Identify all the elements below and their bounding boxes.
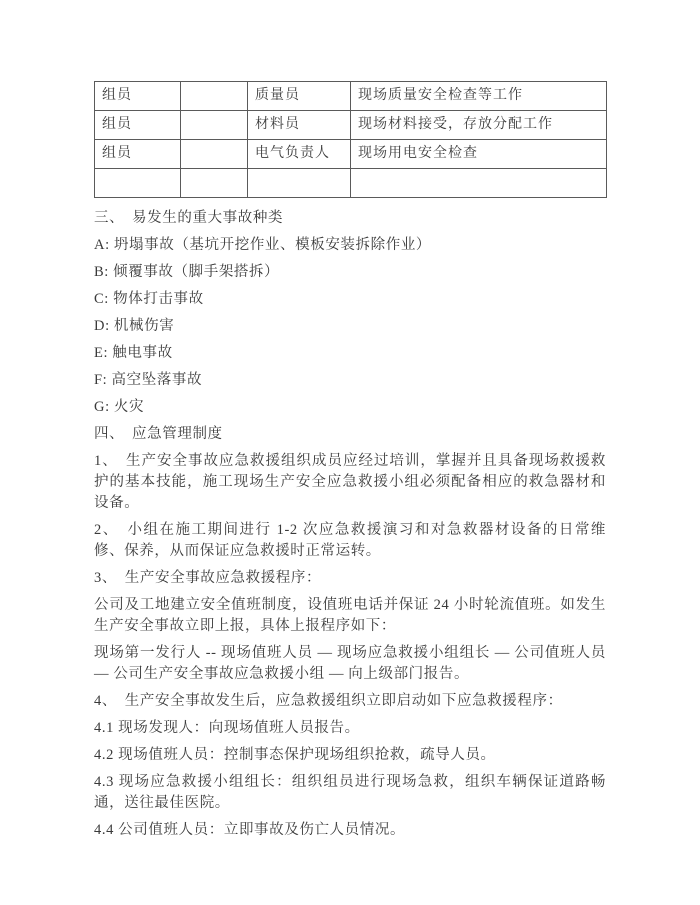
table-cell-duty [351,169,607,198]
paragraph-item-4-1: 4.1 现场发现人：向现场值班人员报告。 [94,720,360,736]
table-row [95,82,607,111]
document-body [94,208,606,841]
table-row [95,111,607,140]
accident-type-d: D: 机械伤害 [94,318,175,334]
section-heading-4: 四、 应急管理制度 [94,426,223,442]
accident-type-b: B: 倾覆事故（脚手架搭拆） [94,264,280,280]
paragraph-duty-system: 公司及工地建立安全值班制度，设值班电话并保证 24 小时轮流值班。如发生生产安全事故立即上报，具体上报程序如下： [94,597,606,634]
table-cell-position [248,169,351,198]
paragraph-item-2: 2、 小组在施工期间进行 1-2 次应急救援演习和对急救器材设备的日常维修、保养，从而保证应急救援时正常运转。 [94,522,606,559]
table-cell-role [95,169,181,198]
table-cell-position: 质量员 [248,82,351,111]
table-row-empty [95,169,607,198]
table-cell-duty: 现场用电安全检查 [351,140,607,169]
paragraph-item-3: 3、 生产安全事故应急救援程序： [94,570,322,586]
paragraph-item-4-3: 4.3 现场应急救援小组组长：组织组员进行现场急救，组织车辆保证道路畅通，送往最佳医院。 [94,774,606,811]
page-content [94,81,606,847]
table-cell-role: 组员 [95,111,181,140]
section-heading-3: 三、 易发生的重大事故种类 [94,210,284,226]
paragraph-item-4-4: 4.4 公司值班人员：立即事故及伤亡人员情况。 [94,822,406,838]
accident-type-f: F: 高空坠落事故 [94,372,203,388]
table-cell-role: 组员 [95,82,181,111]
table-cell-role: 组员 [95,140,181,169]
accident-type-e: E: 触电事故 [94,345,173,361]
paragraph-item-4-2: 4.2 现场值班人员：控制事态保护现场组织抢救，疏导人员。 [94,747,496,763]
table-row [95,140,607,169]
table-cell-duty: 现场材料接受，存放分配工作 [351,111,607,140]
accident-type-a: A: 坍塌事故（基坑开挖作业、模板安装拆除作业） [94,237,432,253]
table-cell-name [181,82,248,111]
accident-type-c: C: 物体打击事故 [94,291,204,307]
paragraph-item-1: 1、 生产安全事故应急救援组织成员应经过培训，掌握并且具备现场救援救护的基本技能，施工现场生产安全应急救援小组必须配备相应的救急器材和设备。 [94,453,606,511]
emergency-team-duty-table [94,81,607,198]
table-cell-duty: 现场质量安全检查等工作 [351,82,607,111]
table-cell-name [181,140,248,169]
table-cell-position: 电气负责人 [248,140,351,169]
table-cell-name [181,169,248,198]
paragraph-report-chain: 现场第一发行人 -- 现场值班人员 — 现场应急救援小组组长 — 公司值班人员 — 公司生产安全事故应急救援小组 — 向上级部门报告。 [94,645,606,682]
table-cell-position: 材料员 [248,111,351,140]
table-cell-name [181,111,248,140]
paragraph-item-4: 4、 生产安全事故发生后，应急救援组织立即启动如下应急救援程序： [94,693,563,709]
accident-type-g: G: 火灾 [94,399,145,415]
